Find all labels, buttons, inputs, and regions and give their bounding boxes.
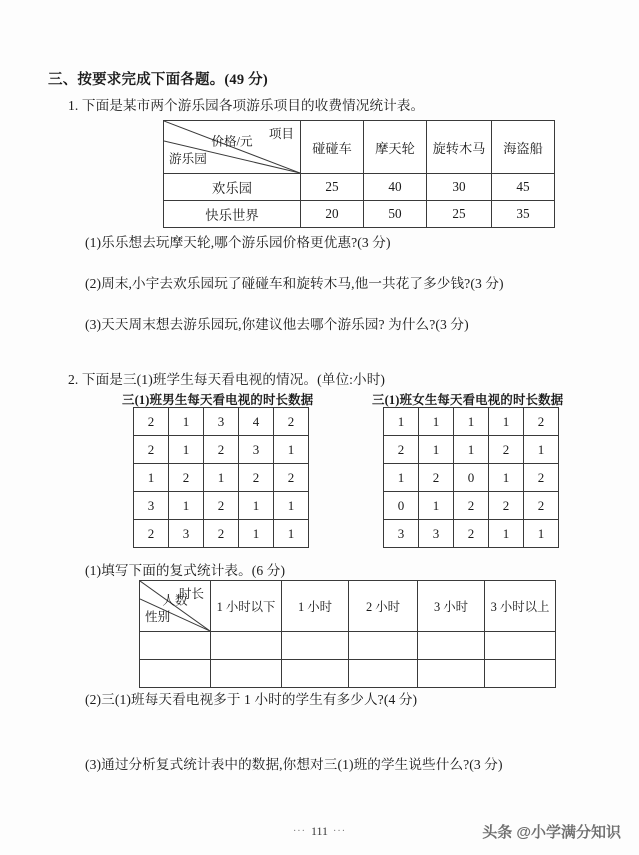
summary-statistics-table: [139, 580, 556, 688]
problem1-question-1: (1)乐乐想去玩摩天轮,哪个游乐园价格更优惠?(3 分): [85, 235, 391, 250]
boys-cell: 1: [169, 408, 204, 436]
summary-answer-cell[interactable]: [282, 660, 349, 688]
price-column-header: 碰碰车: [301, 121, 364, 174]
summary-corner-label-count: 人数: [162, 593, 188, 608]
summary-header-row: [140, 581, 556, 632]
diagonal-split-header: [140, 581, 210, 631]
boys-grid-caption: 三(1)班男生每天看电视的时长数据: [122, 393, 314, 407]
summary-column-header: 1 小时: [282, 581, 349, 632]
diagonal-split-header: [164, 121, 300, 173]
girls-cell: 1: [524, 436, 559, 464]
table-row: [134, 436, 309, 464]
problem2-stem: 2. 下面是三(1)班学生每天看电视的情况。(单位:小时): [68, 372, 386, 387]
page-number: 111: [310, 823, 329, 838]
boys-cell: 4: [239, 408, 274, 436]
price-column-header: 摩天轮: [364, 121, 427, 174]
girls-cell: 0: [454, 464, 489, 492]
price-cell: 40: [364, 174, 427, 201]
summary-answer-cell[interactable]: [485, 660, 556, 688]
price-cell: 20: [301, 201, 364, 228]
summary-answer-cell[interactable]: [282, 632, 349, 660]
girls-cell: 2: [524, 492, 559, 520]
girls-cell: 2: [489, 492, 524, 520]
girls-cell: 1: [489, 520, 524, 548]
boys-cell: 2: [204, 436, 239, 464]
girls-cell: 1: [419, 436, 454, 464]
price-cell: 45: [492, 174, 555, 201]
boys-cell: 1: [239, 520, 274, 548]
summary-table-corner-cell: [140, 581, 211, 632]
boys-cell: 2: [204, 520, 239, 548]
price-row-label: 欢乐园: [164, 174, 301, 201]
summary-answer-cell[interactable]: [485, 632, 556, 660]
boys-cell: 2: [169, 464, 204, 492]
summary-answer-cell[interactable]: [211, 660, 282, 688]
boys-cell: 2: [134, 520, 169, 548]
boys-cell: 2: [134, 408, 169, 436]
boys-cell: 1: [274, 492, 309, 520]
summary-answer-cell[interactable]: [418, 660, 485, 688]
boys-cell: 2: [134, 436, 169, 464]
price-row-label: 快乐世界: [164, 201, 301, 228]
table-row: [384, 464, 559, 492]
table-row: [134, 464, 309, 492]
summary-answer-cell[interactable]: [349, 660, 418, 688]
girls-cell: 3: [419, 520, 454, 548]
table-row: [134, 492, 309, 520]
boys-cell: 2: [274, 408, 309, 436]
watermark: 头条 @小学满分知识: [482, 824, 621, 841]
price-table-corner-cell: [164, 121, 301, 174]
price-cell: 30: [427, 174, 492, 201]
girls-cell: 1: [454, 436, 489, 464]
summary-answer-cell[interactable]: [418, 632, 485, 660]
boys-cell: 1: [134, 464, 169, 492]
girls-cell: 1: [419, 408, 454, 436]
girls-cell: 2: [384, 436, 419, 464]
boys-cell: 3: [134, 492, 169, 520]
girls-cell: 1: [489, 408, 524, 436]
boys-cell: 1: [169, 436, 204, 464]
girls-cell: 2: [489, 436, 524, 464]
summary-column-header: 3 小时以上: [485, 581, 556, 632]
girls-cell: 2: [454, 520, 489, 548]
section-heading: 三、按要求完成下面各题。(49 分): [48, 72, 268, 88]
footer-dots-right: ···: [333, 825, 347, 837]
girls-cell: 2: [419, 464, 454, 492]
problem2-question-1: (1)填写下面的复式统计表。(6 分): [85, 563, 286, 578]
girls-grid-caption: 三(1)班女生每天看电视的时长数据: [372, 393, 564, 407]
girls-cell: 0: [384, 492, 419, 520]
girls-data-grid: [383, 407, 559, 548]
boys-cell: 1: [204, 464, 239, 492]
summary-column-header: 1 小时以下: [211, 581, 282, 632]
price-cell: 35: [492, 201, 555, 228]
boys-cell: 2: [239, 464, 274, 492]
table-row: [164, 174, 555, 201]
price-corner-label-project: 项目: [268, 127, 294, 141]
boys-cell: 3: [169, 520, 204, 548]
footer-dots-left: ···: [292, 825, 306, 837]
price-cell: 25: [427, 201, 492, 228]
boys-cell: 3: [204, 408, 239, 436]
girls-cell: 1: [454, 408, 489, 436]
table-row: [140, 632, 556, 660]
girls-cell: 2: [524, 408, 559, 436]
summary-column-header: 3 小时: [418, 581, 485, 632]
girls-cell: 1: [524, 520, 559, 548]
price-column-header: 海盗船: [492, 121, 555, 174]
boys-cell: 3: [239, 436, 274, 464]
problem2-question-3: (3)通过分析复式统计表中的数据,你想对三(1)班的学生说些什么?(3 分): [85, 757, 503, 772]
boys-cell: 1: [274, 520, 309, 548]
problem1-question-2: (2)周末,小宇去欢乐园玩了碰碰车和旋转木马,他一共花了多少钱?(3 分): [85, 276, 504, 291]
table-row: [164, 201, 555, 228]
problem1-stem: 1. 下面是某市两个游乐园各项游乐项目的收费情况统计表。: [68, 98, 425, 113]
price-cell: 25: [301, 174, 364, 201]
summary-column-header: 2 小时: [349, 581, 418, 632]
summary-corner-label-gender: 性别: [145, 610, 171, 625]
table-row: [384, 408, 559, 436]
problem2-question-2: (2)三(1)班每天看电视多于 1 小时的学生有多少人?(4 分): [85, 692, 418, 707]
boys-cell: 1: [169, 492, 204, 520]
summary-answer-cell[interactable]: [211, 632, 282, 660]
table-row: [384, 436, 559, 464]
boys-data-grid: [133, 407, 309, 548]
boys-cell: 2: [274, 464, 309, 492]
price-column-header: 旋转木马: [427, 121, 492, 174]
girls-cell: 1: [384, 408, 419, 436]
price-table-header-row: [164, 121, 555, 174]
table-row: [134, 520, 309, 548]
price-table: [163, 120, 555, 228]
girls-cell: 1: [489, 464, 524, 492]
boys-cell: 1: [274, 436, 309, 464]
girls-cell: 1: [384, 464, 419, 492]
girls-cell: 2: [524, 464, 559, 492]
table-row: [384, 492, 559, 520]
problem1-question-3: (3)天天周末想去游乐园玩,你建议他去哪个游乐园? 为什么?(3 分): [85, 317, 469, 332]
summary-corner-label-duration: 时长: [178, 587, 204, 601]
price-cell: 50: [364, 201, 427, 228]
table-row: [140, 660, 556, 688]
summary-answer-cell[interactable]: [349, 632, 418, 660]
girls-cell: 3: [384, 520, 419, 548]
table-row: [134, 408, 309, 436]
summary-row-label[interactable]: [140, 660, 211, 688]
girls-cell: 1: [419, 492, 454, 520]
price-corner-label-park: 游乐园: [169, 152, 207, 167]
boys-cell: 2: [204, 492, 239, 520]
summary-row-label[interactable]: [140, 632, 211, 660]
boys-cell: 1: [239, 492, 274, 520]
price-corner-label-price: 价格/元: [211, 134, 253, 149]
girls-cell: 2: [454, 492, 489, 520]
table-row: [384, 520, 559, 548]
